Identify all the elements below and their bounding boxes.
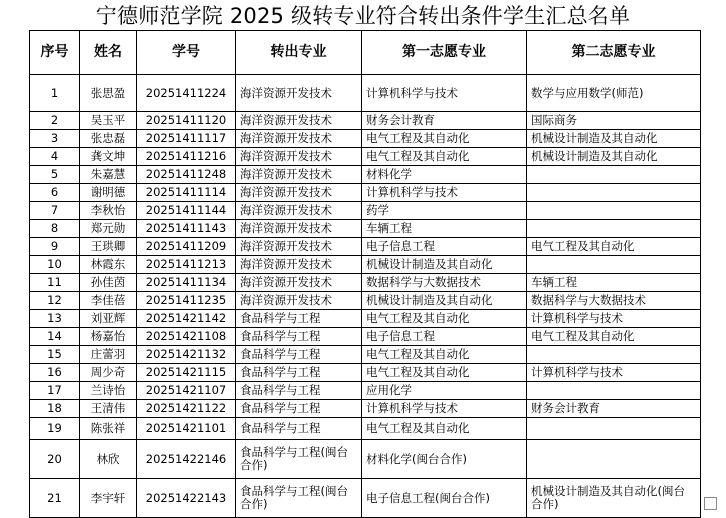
cell-number: 21 bbox=[30, 479, 80, 518]
table-row bbox=[30, 184, 701, 202]
cell-second-choice: 车辆工程 bbox=[527, 274, 701, 292]
cell-first-choice: 电子信息工程 bbox=[362, 238, 527, 256]
cell-student-id: 20251411114 bbox=[137, 184, 236, 202]
table-header-row bbox=[30, 31, 701, 75]
cell-name: 杨嘉怡 bbox=[80, 328, 137, 346]
cell-transfer-out-major: 海洋资源开发技术 bbox=[236, 112, 362, 130]
table-row bbox=[30, 238, 701, 256]
cell-transfer-out-major: 食品科学与工程 bbox=[236, 364, 362, 382]
cell-number: 1 bbox=[30, 75, 80, 112]
cell-second-choice: 财务会计教育 bbox=[527, 400, 701, 418]
cell-first-choice: 电气工程及其自动化 bbox=[362, 148, 527, 166]
cell-number: 3 bbox=[30, 130, 80, 148]
cell-student-id: 20251421142 bbox=[137, 310, 236, 328]
cell-transfer-out-major: 海洋资源开发技术 bbox=[236, 274, 362, 292]
cell-first-choice: 车辆工程 bbox=[362, 220, 527, 238]
table-row bbox=[30, 440, 701, 479]
header-name: 姓名 bbox=[80, 31, 137, 75]
table-row bbox=[30, 310, 701, 328]
cell-second-choice bbox=[527, 440, 701, 479]
cell-transfer-out-major: 海洋资源开发技术 bbox=[236, 148, 362, 166]
cell-name: 李佳蓓 bbox=[80, 292, 137, 310]
cell-number: 5 bbox=[30, 166, 80, 184]
cell-first-choice: 计算机科学与技术 bbox=[362, 184, 527, 202]
header-number: 序号 bbox=[30, 31, 80, 75]
cell-number: 9 bbox=[30, 238, 80, 256]
cell-name: 李宇轩 bbox=[80, 479, 137, 518]
cell-name: 郑元勋 bbox=[80, 220, 137, 238]
cell-number: 11 bbox=[30, 274, 80, 292]
header-second-choice: 第二志愿专业 bbox=[527, 31, 701, 75]
cell-name: 张忠磊 bbox=[80, 130, 137, 148]
cell-first-choice: 电子信息工程(闽台合作) bbox=[362, 479, 527, 518]
table-row bbox=[30, 166, 701, 184]
cell-transfer-out-major: 食品科学与工程 bbox=[236, 382, 362, 400]
cell-first-choice: 机械设计制造及其自动化 bbox=[362, 292, 527, 310]
cell-number: 14 bbox=[30, 328, 80, 346]
cell-student-id: 20251411144 bbox=[137, 202, 236, 220]
cell-name: 孙佳茵 bbox=[80, 274, 137, 292]
cell-name: 吴玉平 bbox=[80, 112, 137, 130]
table-row bbox=[30, 292, 701, 310]
cell-first-choice: 机械设计制造及其自动化 bbox=[362, 256, 527, 274]
table-row bbox=[30, 479, 701, 518]
cell-second-choice: 电气工程及其自动化 bbox=[527, 238, 701, 256]
table-row bbox=[30, 220, 701, 238]
cell-first-choice: 数据科学与大数据技术 bbox=[362, 274, 527, 292]
table-row bbox=[30, 400, 701, 418]
cell-transfer-out-major: 食品科学与工程(闽台合作) bbox=[236, 440, 362, 479]
cell-first-choice: 计算机科学与技术 bbox=[362, 75, 527, 112]
cell-second-choice bbox=[527, 346, 701, 364]
cell-second-choice bbox=[527, 418, 701, 440]
cell-transfer-out-major: 海洋资源开发技术 bbox=[236, 75, 362, 112]
table-row bbox=[30, 364, 701, 382]
table-row bbox=[30, 328, 701, 346]
cell-second-choice: 机械设计制造及其自动化 bbox=[527, 130, 701, 148]
cell-first-choice: 材料化学(闽台合作) bbox=[362, 440, 527, 479]
table-row bbox=[30, 418, 701, 440]
cell-name: 刘亚辉 bbox=[80, 310, 137, 328]
cell-transfer-out-major: 食品科学与工程 bbox=[236, 418, 362, 440]
header-transfer-out-major: 转出专业 bbox=[236, 31, 362, 75]
table-row bbox=[30, 346, 701, 364]
cell-name: 林霞东 bbox=[80, 256, 137, 274]
cell-first-choice: 电气工程及其自动化 bbox=[362, 346, 527, 364]
cell-student-id: 20251411120 bbox=[137, 112, 236, 130]
cell-second-choice bbox=[527, 256, 701, 274]
cell-name: 王清伟 bbox=[80, 400, 137, 418]
cell-number: 20 bbox=[30, 440, 80, 479]
document-title: 宁德师范学院 2025 级转专业符合转出条件学生汇总名单 bbox=[95, 4, 631, 28]
corner-checkbox-icon bbox=[704, 497, 717, 510]
table-row bbox=[30, 75, 701, 112]
cell-student-id: 20251411213 bbox=[137, 256, 236, 274]
cell-number: 17 bbox=[30, 382, 80, 400]
cell-number: 10 bbox=[30, 256, 80, 274]
cell-student-id: 20251411209 bbox=[137, 238, 236, 256]
cell-student-id: 20251411248 bbox=[137, 166, 236, 184]
cell-student-id: 20251421132 bbox=[137, 346, 236, 364]
cell-second-choice: 计算机科学与技术 bbox=[527, 364, 701, 382]
table-row bbox=[30, 148, 701, 166]
cell-transfer-out-major: 食品科学与工程 bbox=[236, 346, 362, 364]
cell-first-choice: 药学 bbox=[362, 202, 527, 220]
table-row bbox=[30, 202, 701, 220]
cell-second-choice: 机械设计制造及其自动化 bbox=[527, 148, 701, 166]
header-first-choice: 第一志愿专业 bbox=[362, 31, 527, 75]
cell-transfer-out-major: 海洋资源开发技术 bbox=[236, 238, 362, 256]
cell-transfer-out-major: 食品科学与工程 bbox=[236, 328, 362, 346]
cell-number: 2 bbox=[30, 112, 80, 130]
cell-student-id: 20251411143 bbox=[137, 220, 236, 238]
cell-student-id: 20251421107 bbox=[137, 382, 236, 400]
cell-student-id: 20251422146 bbox=[137, 440, 236, 479]
cell-number: 7 bbox=[30, 202, 80, 220]
cell-second-choice bbox=[527, 166, 701, 184]
cell-student-id: 20251411224 bbox=[137, 75, 236, 112]
header-student-id: 学号 bbox=[137, 31, 236, 75]
cell-second-choice bbox=[527, 382, 701, 400]
cell-first-choice: 材料化学 bbox=[362, 166, 527, 184]
cell-transfer-out-major: 海洋资源开发技术 bbox=[236, 220, 362, 238]
cell-first-choice: 计算机科学与技术 bbox=[362, 400, 527, 418]
cell-student-id: 20251411216 bbox=[137, 148, 236, 166]
cell-second-choice: 数据科学与大数据技术 bbox=[527, 292, 701, 310]
cell-name: 李秋怡 bbox=[80, 202, 137, 220]
cell-first-choice: 应用化学 bbox=[362, 382, 527, 400]
student-table bbox=[29, 30, 701, 518]
cell-transfer-out-major: 海洋资源开发技术 bbox=[236, 184, 362, 202]
table-row bbox=[30, 112, 701, 130]
cell-name: 朱嘉慧 bbox=[80, 166, 137, 184]
cell-student-id: 20251411235 bbox=[137, 292, 236, 310]
cell-second-choice: 电气工程及其自动化 bbox=[527, 328, 701, 346]
cell-number: 15 bbox=[30, 346, 80, 364]
cell-transfer-out-major: 食品科学与工程(闽台合作) bbox=[236, 479, 362, 518]
cell-student-id: 20251422143 bbox=[137, 479, 236, 518]
cell-number: 6 bbox=[30, 184, 80, 202]
table-row bbox=[30, 274, 701, 292]
cell-second-choice bbox=[527, 202, 701, 220]
cell-first-choice: 电气工程及其自动化 bbox=[362, 418, 527, 440]
cell-name: 陈张祥 bbox=[80, 418, 137, 440]
cell-student-id: 20251411134 bbox=[137, 274, 236, 292]
cell-first-choice: 财务会计教育 bbox=[362, 112, 527, 130]
cell-student-id: 20251421108 bbox=[137, 328, 236, 346]
cell-student-id: 20251421115 bbox=[137, 364, 236, 382]
cell-name: 林欣 bbox=[80, 440, 137, 479]
cell-second-choice: 数学与应用数学(师范) bbox=[527, 75, 701, 112]
cell-second-choice: 计算机科学与技术 bbox=[527, 310, 701, 328]
table-row bbox=[30, 256, 701, 274]
cell-name: 周少奇 bbox=[80, 364, 137, 382]
cell-second-choice bbox=[527, 220, 701, 238]
cell-number: 12 bbox=[30, 292, 80, 310]
cell-number: 13 bbox=[30, 310, 80, 328]
cell-transfer-out-major: 海洋资源开发技术 bbox=[236, 292, 362, 310]
cell-number: 16 bbox=[30, 364, 80, 382]
cell-transfer-out-major: 海洋资源开发技术 bbox=[236, 166, 362, 184]
cell-student-id: 20251421101 bbox=[137, 418, 236, 440]
cell-number: 18 bbox=[30, 400, 80, 418]
cell-number: 4 bbox=[30, 148, 80, 166]
cell-second-choice: 国际商务 bbox=[527, 112, 701, 130]
cell-first-choice: 电气工程及其自动化 bbox=[362, 364, 527, 382]
cell-second-choice bbox=[527, 184, 701, 202]
cell-transfer-out-major: 食品科学与工程 bbox=[236, 400, 362, 418]
cell-name: 庄蕾羽 bbox=[80, 346, 137, 364]
cell-first-choice: 电子信息工程 bbox=[362, 328, 527, 346]
cell-name: 王珙卿 bbox=[80, 238, 137, 256]
cell-student-id: 20251421122 bbox=[137, 400, 236, 418]
table-row bbox=[30, 382, 701, 400]
cell-transfer-out-major: 海洋资源开发技术 bbox=[236, 256, 362, 274]
cell-name: 兰诗怡 bbox=[80, 382, 137, 400]
cell-first-choice: 电气工程及其自动化 bbox=[362, 130, 527, 148]
cell-first-choice: 电气工程及其自动化 bbox=[362, 310, 527, 328]
cell-second-choice: 机械设计制造及其自动化(闽台合作) bbox=[527, 479, 701, 518]
cell-transfer-out-major: 海洋资源开发技术 bbox=[236, 202, 362, 220]
cell-transfer-out-major: 食品科学与工程 bbox=[236, 310, 362, 328]
cell-transfer-out-major: 海洋资源开发技术 bbox=[236, 130, 362, 148]
cell-number: 8 bbox=[30, 220, 80, 238]
cell-name: 谢明德 bbox=[80, 184, 137, 202]
cell-number: 19 bbox=[30, 418, 80, 440]
cell-student-id: 20251411117 bbox=[137, 130, 236, 148]
table-row bbox=[30, 130, 701, 148]
table-body bbox=[30, 75, 701, 518]
cell-name: 龚文坤 bbox=[80, 148, 137, 166]
cell-name: 张思盈 bbox=[80, 75, 137, 112]
